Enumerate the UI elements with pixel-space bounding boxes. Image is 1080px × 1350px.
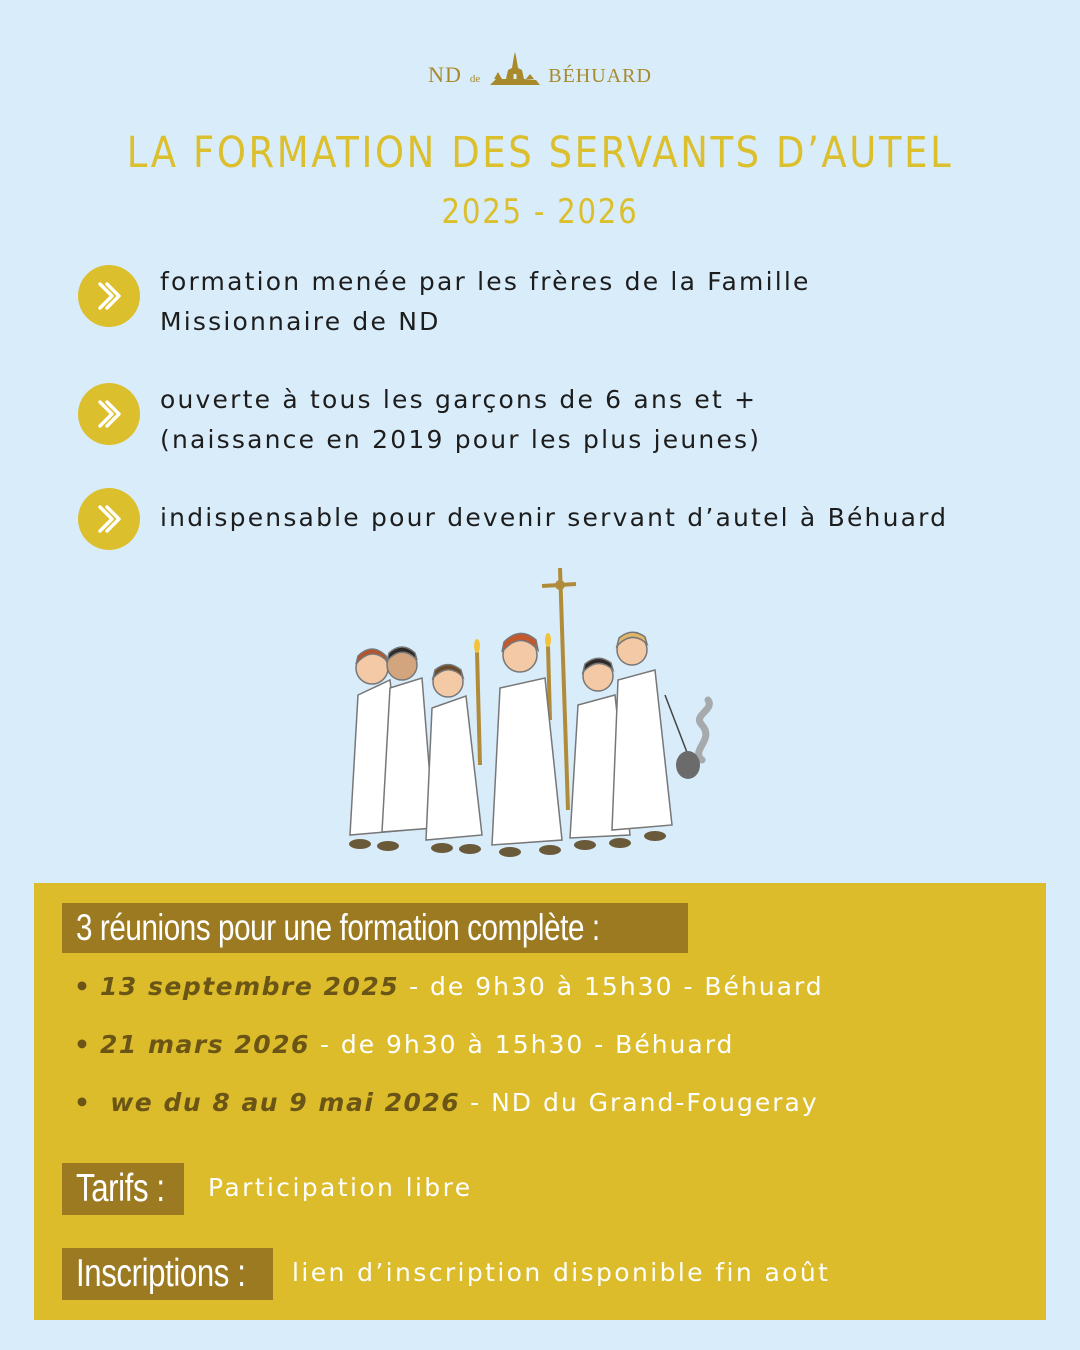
chevron-double-right-icon (78, 265, 140, 327)
bullet-item (78, 262, 811, 342)
bullet-item (78, 380, 761, 460)
bullet-item (78, 488, 948, 550)
tarifs-value: Participation libre (208, 1173, 473, 1202)
session-item (74, 1030, 734, 1059)
bullet-line: Missionnaire de ND (160, 307, 441, 336)
tarifs-label (62, 1163, 184, 1215)
chevron-double-right-icon (78, 383, 140, 445)
logo-place: BÉHUARD (548, 65, 652, 87)
church-icon (488, 52, 542, 86)
session-date: 13 septembre 2025 (99, 972, 400, 1001)
logo-nd: ND (428, 62, 462, 87)
bullet-dot: • (74, 972, 92, 1001)
inscriptions-label-text: Inscriptions : (76, 1252, 246, 1295)
bullet-line: formation menée par les frères de la Famille (160, 267, 811, 296)
bullet-line: ouverte à tous les garçons de 6 ans et + (160, 385, 758, 414)
inscriptions-label (62, 1248, 273, 1300)
sessions-heading (62, 903, 688, 953)
sessions-heading-text: 3 réunions pour une formation complète : (76, 907, 600, 948)
session-details: - ND du Grand-Fougeray (460, 1088, 819, 1117)
bullet-text (160, 380, 761, 460)
session-date: we du 8 au 9 mai 2026 (99, 1088, 461, 1117)
logo (0, 52, 1080, 88)
session-details: - de 9h30 à 15h30 - Béhuard (399, 972, 824, 1001)
session-item (74, 972, 824, 1001)
session-item (74, 1088, 819, 1117)
chevron-double-right-icon (78, 488, 140, 550)
schedule-panel (34, 883, 1046, 1320)
tarifs-label-text: Tarifs : (76, 1167, 165, 1210)
bullet-line: indispensable pour devenir servant d’autel à Béhuard (160, 503, 949, 532)
session-date: 21 mars 2026 (99, 1030, 310, 1059)
session-details: - de 9h30 à 15h30 - Béhuard (309, 1030, 735, 1059)
bullet-line: (naissance en 2019 pour les plus jeunes) (160, 425, 762, 454)
page-title: LA FORMATION DES SERVANTS D’AUTEL (126, 128, 954, 178)
inscriptions-value: lien d’inscription disponible fin août (292, 1258, 831, 1287)
altar-servers-illustration (330, 560, 730, 860)
bullet-dot: • (74, 1088, 92, 1117)
logo-de: de (469, 73, 481, 85)
bullet-text (160, 262, 811, 342)
page-subtitle-years: 2025 - 2026 (441, 192, 639, 232)
bullet-dot: • (74, 1030, 92, 1059)
bullet-text (160, 498, 948, 538)
